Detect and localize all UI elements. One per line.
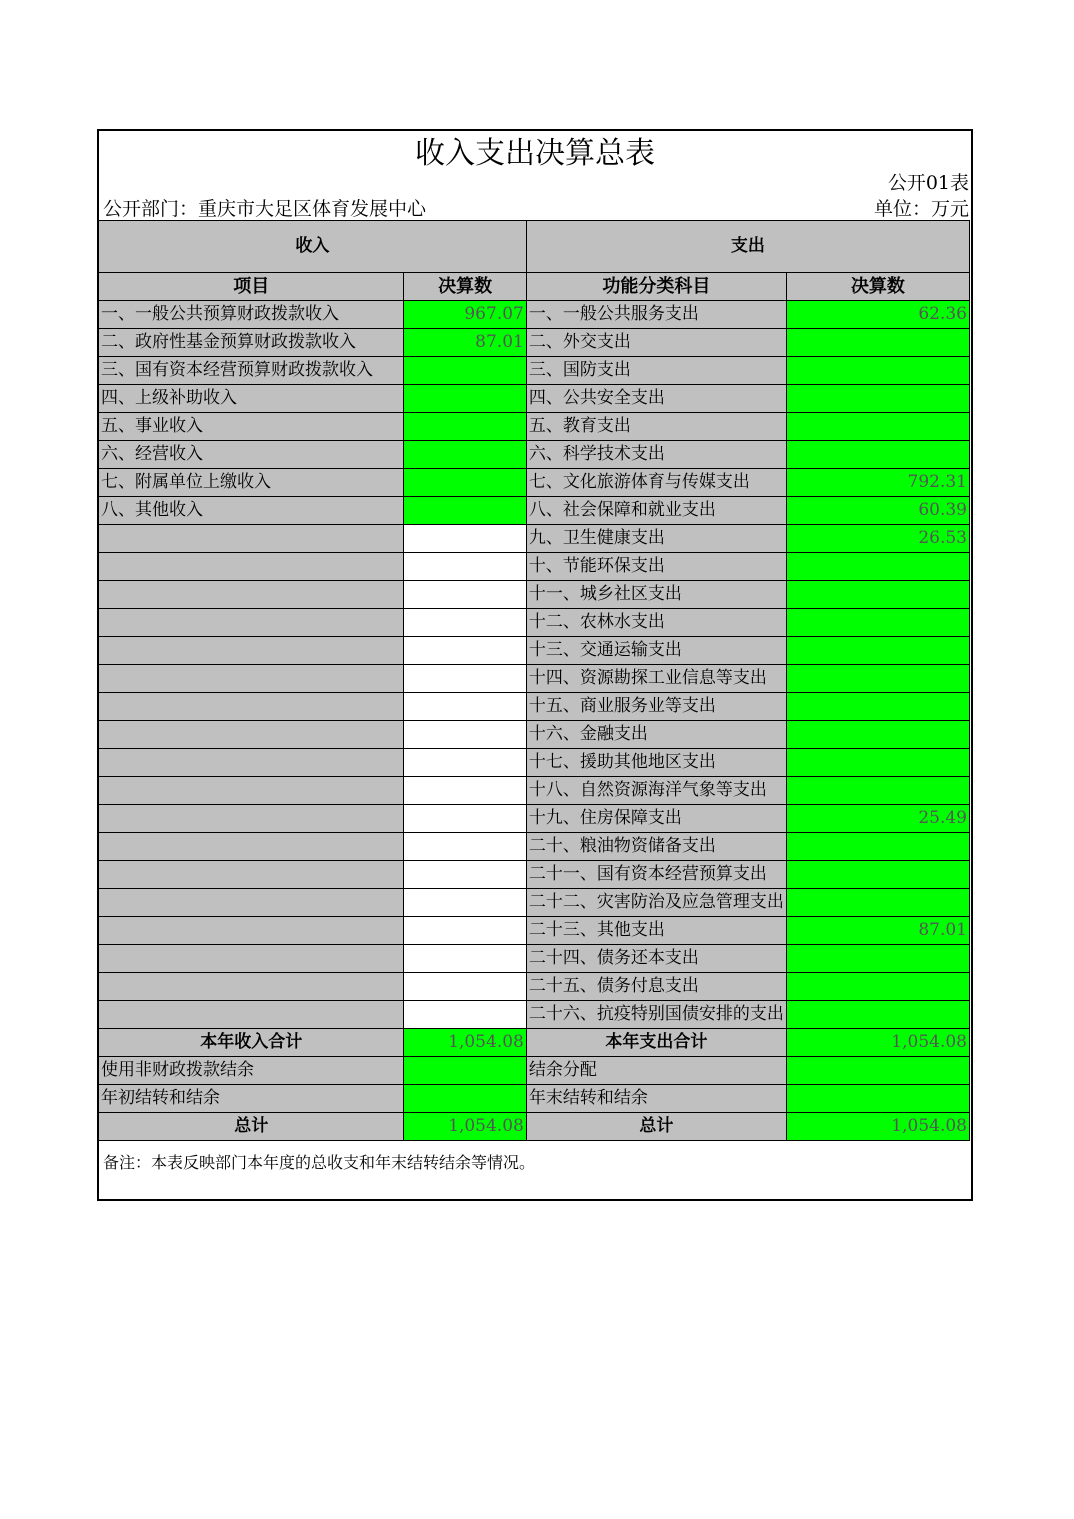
expense-item: 二十五、债务付息支出 — [526, 973, 786, 1001]
table-row — [99, 833, 970, 861]
expense-item: 二十四、债务还本支出 — [526, 945, 786, 973]
nonfiscal-label: 使用非财政拨款结余 — [99, 1057, 404, 1085]
report-sheet — [97, 129, 973, 1201]
expense-value — [786, 441, 969, 469]
table-row — [99, 945, 970, 973]
expense-value: 792.31 — [786, 469, 969, 497]
table-row — [99, 357, 970, 385]
table-row — [99, 693, 970, 721]
income-item: 八、其他收入 — [99, 497, 404, 525]
table-row — [99, 777, 970, 805]
income-expense-table — [98, 220, 970, 1141]
begin-carryover-label: 年初结转和结余 — [99, 1085, 404, 1113]
income-item — [99, 637, 404, 665]
income-value — [404, 357, 526, 385]
table-row — [99, 301, 970, 329]
income-item — [99, 721, 404, 749]
table-row — [99, 805, 970, 833]
table-row — [99, 889, 970, 917]
expense-value — [786, 861, 969, 889]
income-value — [404, 749, 526, 777]
year-expense-label: 本年支出合计 — [526, 1029, 786, 1057]
income-item: 三、国有资本经营预算财政拨款收入 — [99, 357, 404, 385]
income-item — [99, 609, 404, 637]
expense-value: 26.53 — [786, 525, 969, 553]
income-value — [404, 581, 526, 609]
expense-value — [786, 609, 969, 637]
expense-value — [786, 973, 969, 1001]
expense-item: 一、一般公共服务支出 — [526, 301, 786, 329]
expense-value: 62.36 — [786, 301, 969, 329]
income-value: 967.07 — [404, 301, 526, 329]
table-row — [99, 525, 970, 553]
income-item — [99, 945, 404, 973]
department-label: 公开部门：重庆市大足区体育发展中心 — [103, 198, 427, 220]
income-item — [99, 861, 404, 889]
expense-value — [786, 1001, 969, 1029]
expense-value — [786, 581, 969, 609]
income-value — [404, 665, 526, 693]
expense-value — [786, 357, 969, 385]
income-value — [404, 1001, 526, 1029]
grand-expense-value: 1,054.08 — [786, 1113, 969, 1141]
grand-total-row — [99, 1113, 970, 1141]
income-value — [404, 693, 526, 721]
income-amount-header: 决算数 — [404, 273, 526, 301]
expense-header: 支出 — [526, 221, 969, 273]
carryover-row — [99, 1085, 970, 1113]
unit-label: 单位：万元 — [873, 198, 969, 220]
income-item — [99, 581, 404, 609]
expense-amount-header: 决算数 — [786, 273, 969, 301]
income-item: 七、附属单位上缴收入 — [99, 469, 404, 497]
expense-value: 25.49 — [786, 805, 969, 833]
expense-item: 二十、粮油物资储备支出 — [526, 833, 786, 861]
income-item — [99, 805, 404, 833]
income-item — [99, 973, 404, 1001]
income-value — [404, 917, 526, 945]
expense-item: 十八、自然资源海洋气象等支出 — [526, 777, 786, 805]
income-value — [404, 889, 526, 917]
begin-carryover-value — [404, 1085, 526, 1113]
expense-item: 十一、城乡社区支出 — [526, 581, 786, 609]
income-item — [99, 917, 404, 945]
income-value — [404, 525, 526, 553]
surplus-dist-label: 结余分配 — [526, 1057, 786, 1085]
income-item: 六、经营收入 — [99, 441, 404, 469]
table-row — [99, 413, 970, 441]
income-value — [404, 413, 526, 441]
income-value — [404, 721, 526, 749]
expense-item: 十、节能环保支出 — [526, 553, 786, 581]
expense-item: 二十二、灾害防治及应急管理支出 — [526, 889, 786, 917]
expense-item: 五、教育支出 — [526, 413, 786, 441]
item-header: 项目 — [99, 273, 404, 301]
income-value — [404, 861, 526, 889]
expense-value — [786, 413, 969, 441]
table-row — [99, 973, 970, 1001]
expense-item: 八、社会保障和就业支出 — [526, 497, 786, 525]
income-item: 四、上级补助收入 — [99, 385, 404, 413]
income-value — [404, 497, 526, 525]
table-row — [99, 329, 970, 357]
grand-expense-label: 总计 — [526, 1113, 786, 1141]
table-row — [99, 497, 970, 525]
expense-item: 十三、交通运输支出 — [526, 637, 786, 665]
expense-value — [786, 385, 969, 413]
expense-item: 二十一、国有资本经营预算支出 — [526, 861, 786, 889]
header-row-main — [99, 221, 970, 273]
expense-item: 七、文化旅游体育与传媒支出 — [526, 469, 786, 497]
table-row — [99, 637, 970, 665]
income-item — [99, 1001, 404, 1029]
table-row — [99, 581, 970, 609]
expense-value — [786, 833, 969, 861]
income-item: 一、一般公共预算财政拨款收入 — [99, 301, 404, 329]
surplus-dist-value — [786, 1057, 969, 1085]
income-value — [404, 945, 526, 973]
report-title: 收入支出决算总表 — [415, 136, 655, 171]
expense-value — [786, 777, 969, 805]
table-row — [99, 861, 970, 889]
income-value — [404, 609, 526, 637]
income-item: 二、政府性基金预算财政拨款收入 — [99, 329, 404, 357]
income-value — [404, 441, 526, 469]
expense-value — [786, 693, 969, 721]
table-row — [99, 665, 970, 693]
income-item: 五、事业收入 — [99, 413, 404, 441]
expense-value: 87.01 — [786, 917, 969, 945]
year-income-label: 本年收入合计 — [99, 1029, 404, 1057]
grand-income-value: 1,054.08 — [404, 1113, 526, 1141]
income-item — [99, 777, 404, 805]
income-item — [99, 889, 404, 917]
income-value — [404, 973, 526, 1001]
expense-item: 十九、住房保障支出 — [526, 805, 786, 833]
expense-value: 60.39 — [786, 497, 969, 525]
table-row — [99, 721, 970, 749]
expense-item: 二十六、抗疫特别国债安排的支出 — [526, 1001, 786, 1029]
year-income-value: 1,054.08 — [404, 1029, 526, 1057]
expense-item: 九、卫生健康支出 — [526, 525, 786, 553]
income-item — [99, 749, 404, 777]
expense-item: 十二、农林水支出 — [526, 609, 786, 637]
expense-value — [786, 637, 969, 665]
end-carryover-label: 年末结转和结余 — [526, 1085, 786, 1113]
expense-item: 二十三、其他支出 — [526, 917, 786, 945]
income-value: 87.01 — [404, 329, 526, 357]
expense-value — [786, 553, 969, 581]
income-header: 收入 — [99, 221, 527, 273]
end-carryover-value — [786, 1085, 969, 1113]
income-value — [404, 777, 526, 805]
footnote: 备注：本表反映部门本年度的总收支和年末结转结余等情况。 — [103, 1153, 536, 1172]
table-row — [99, 609, 970, 637]
table-row — [99, 1001, 970, 1029]
income-item — [99, 665, 404, 693]
income-value — [404, 833, 526, 861]
expense-value — [786, 665, 969, 693]
income-item — [99, 553, 404, 581]
table-row — [99, 749, 970, 777]
expense-item: 二、外交支出 — [526, 329, 786, 357]
expense-item: 六、科学技术支出 — [526, 441, 786, 469]
expense-item: 十五、商业服务业等支出 — [526, 693, 786, 721]
income-item — [99, 693, 404, 721]
expense-value — [786, 889, 969, 917]
expense-item: 三、国防支出 — [526, 357, 786, 385]
income-item — [99, 525, 404, 553]
income-value — [404, 553, 526, 581]
expense-value — [786, 945, 969, 973]
nonfiscal-row — [99, 1057, 970, 1085]
expense-value — [786, 749, 969, 777]
expense-item: 十六、金融支出 — [526, 721, 786, 749]
income-value — [404, 385, 526, 413]
table-row — [99, 917, 970, 945]
form-code: 公开01表 — [887, 172, 969, 194]
grand-income-label: 总计 — [99, 1113, 404, 1141]
table-row — [99, 553, 970, 581]
table-row — [99, 469, 970, 497]
function-item-header: 功能分类科目 — [526, 273, 786, 301]
expense-item: 四、公共安全支出 — [526, 385, 786, 413]
expense-item: 十七、援助其他地区支出 — [526, 749, 786, 777]
table-row — [99, 441, 970, 469]
table-row — [99, 385, 970, 413]
expense-value — [786, 721, 969, 749]
expense-value — [786, 329, 969, 357]
income-value — [404, 805, 526, 833]
year-expense-value: 1,054.08 — [786, 1029, 969, 1057]
year-total-row — [99, 1029, 970, 1057]
income-value — [404, 637, 526, 665]
expense-item: 十四、资源勘探工业信息等支出 — [526, 665, 786, 693]
income-item — [99, 833, 404, 861]
header-row-sub — [99, 273, 970, 301]
income-value — [404, 469, 526, 497]
nonfiscal-value — [404, 1057, 526, 1085]
